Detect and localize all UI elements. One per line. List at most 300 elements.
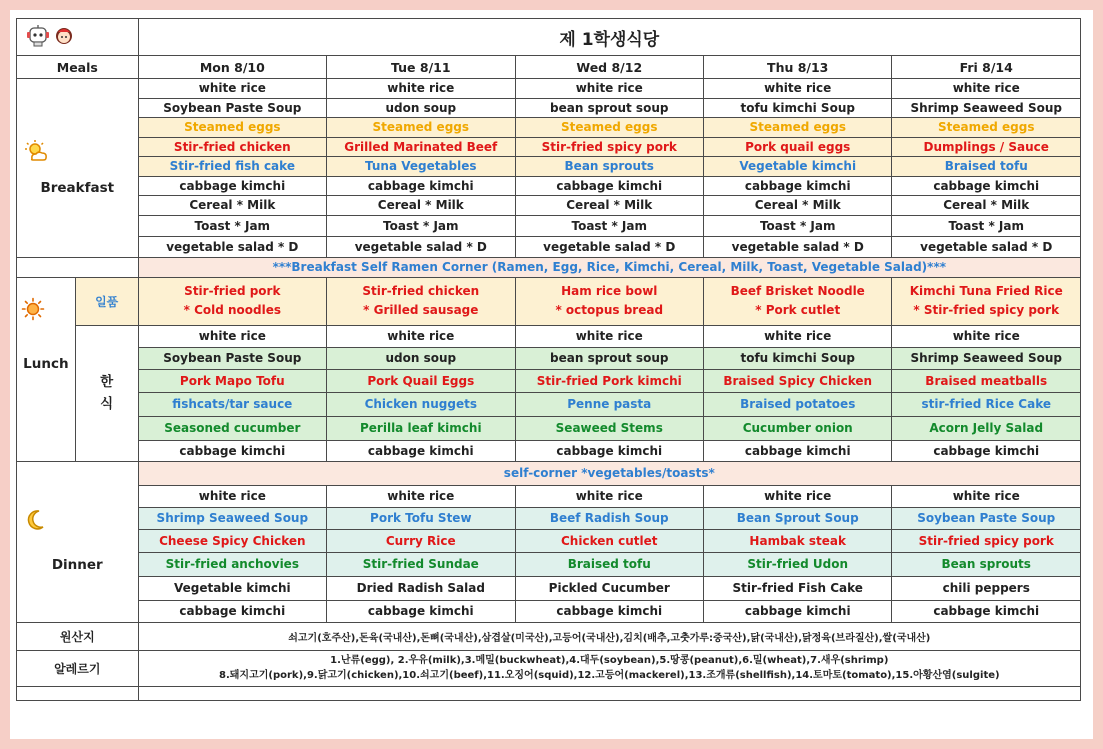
- menu-item: [892, 392, 1081, 416]
- menu-item: [892, 416, 1081, 440]
- mascot-cell: [17, 19, 139, 56]
- menu-item-text: Toast * Jam: [759, 218, 836, 233]
- menu-item-text: white rice: [952, 489, 1020, 503]
- lunch-notice: [138, 461, 1080, 485]
- day-header-text: Mon 8/10: [199, 59, 265, 75]
- lunch-row: [17, 369, 1081, 392]
- menu-item-text: Cereal * Milk: [566, 198, 653, 213]
- menu-item: [138, 529, 326, 552]
- hansik-label: [76, 371, 138, 415]
- menu-item-text: Beef Radish Soup: [549, 511, 669, 525]
- mascot-robot-icon: [25, 24, 77, 51]
- menu-item: [515, 369, 703, 392]
- menu-item-text: white rice: [387, 489, 455, 503]
- menu-item: [515, 507, 703, 529]
- menu-item: [327, 347, 515, 369]
- menu-item: [515, 325, 703, 347]
- menu-item: [892, 137, 1081, 157]
- menu-item-text: Stir-fried fish cake: [169, 159, 295, 174]
- menu-item: [327, 215, 515, 236]
- menu-item: [515, 529, 703, 552]
- meals-header-text: Meals: [56, 59, 98, 75]
- menu-item-text: white rice: [387, 329, 455, 343]
- menu-item-text: Seasoned cucumber: [164, 421, 301, 435]
- menu-item-text: Toast * Jam: [571, 218, 647, 233]
- menu-item-text: chili peppers: [942, 581, 1030, 595]
- menu-item-text: cabbage kimchi: [933, 443, 1040, 458]
- footer-left: [17, 686, 139, 700]
- footer-right: [138, 686, 1080, 700]
- menu-item: [138, 440, 326, 461]
- menu-item: [138, 215, 326, 236]
- menu-item: [515, 236, 703, 257]
- menu-item: [703, 552, 891, 576]
- menu-item-text: Bean sprouts: [941, 557, 1031, 571]
- menu-item: [703, 440, 891, 461]
- menu-item: [892, 507, 1081, 529]
- menu-item: [138, 347, 326, 369]
- menu-item-text: Pickled Cucumber: [548, 581, 670, 595]
- menu-item: [515, 600, 703, 622]
- menu-item-text: cabbage kimchi: [556, 443, 663, 458]
- menu-item: [892, 118, 1081, 138]
- menu-item-text: Shrimp Seaweed Soup: [910, 351, 1062, 365]
- breakfast-label: Breakfast: [40, 180, 115, 197]
- day-header-text: Wed 8/12: [576, 59, 643, 75]
- page-title-text: 제 1학생식당: [559, 29, 660, 50]
- menu-item-text: Seaweed Stems: [555, 421, 663, 435]
- breakfast-label-cell: [17, 79, 139, 258]
- menu-item-text: Toast * Jam: [194, 218, 271, 233]
- menu-item: [138, 157, 326, 177]
- origin-label: [17, 622, 139, 650]
- menu-item-text: Soybean Paste Soup: [917, 511, 1056, 525]
- menu-item-text: Pork Mapo Tofu: [179, 373, 285, 388]
- breakfast-row: [17, 137, 1081, 157]
- menu-item-text: Soybean Paste Soup: [163, 100, 302, 115]
- breakfast-row: [17, 157, 1081, 177]
- menu-item-text: tofu kimchi Soup: [740, 100, 855, 115]
- menu-item: [327, 196, 515, 216]
- menu-item: [892, 485, 1081, 507]
- footer-row: [17, 686, 1081, 700]
- menu-item: [892, 440, 1081, 461]
- menu-item: [327, 600, 515, 622]
- menu-item: [703, 416, 891, 440]
- menu-item: [892, 325, 1081, 347]
- menu-item-text: vegetable salad * D: [731, 239, 864, 254]
- menu-item-text: bean sprout soup: [550, 100, 669, 115]
- menu-item: [138, 118, 326, 138]
- menu-item: [515, 392, 703, 416]
- menu-item-text: Stir-fried Fish Cake: [732, 581, 863, 595]
- menu-item-text: cabbage kimchi: [367, 604, 474, 618]
- menu-item-text: Shrimp Seaweed Soup: [910, 100, 1062, 115]
- breakfast-notice-row: [17, 257, 1081, 277]
- ilpum-side: * octopus bread: [555, 303, 664, 317]
- menu-item: [138, 392, 326, 416]
- menu-item: [515, 118, 703, 138]
- lunch-row: [17, 347, 1081, 369]
- menu-item: [327, 529, 515, 552]
- origin-label-text: 원산지: [59, 629, 95, 644]
- menu-item: [138, 98, 326, 118]
- dinner-row: [17, 485, 1081, 507]
- menu-item: [327, 118, 515, 138]
- ilpum-item: [138, 277, 326, 325]
- menu-item: [703, 600, 891, 622]
- menu-item-text: cabbage kimchi: [179, 178, 286, 193]
- menu-item-text: cabbage kimchi: [744, 604, 851, 618]
- menu-item-text: Grilled Marinated Beef: [344, 139, 498, 154]
- menu-item-text: cabbage kimchi: [556, 178, 663, 193]
- menu-item: [327, 416, 515, 440]
- menu-item: [703, 576, 891, 600]
- menu-item-text: Pork quail eggs: [745, 139, 851, 154]
- menu-item: [327, 507, 515, 529]
- menu-item: [703, 196, 891, 216]
- menu-item-text: cabbage kimchi: [179, 604, 286, 618]
- lunch-notice-row: [17, 461, 1081, 485]
- menu-item-text: Cereal * Milk: [943, 198, 1030, 213]
- menu-item-text: white rice: [198, 329, 266, 343]
- menu-item: [327, 236, 515, 257]
- menu-item-text: white rice: [575, 329, 643, 343]
- menu-item: [515, 347, 703, 369]
- menu-item-text: Steamed eggs: [561, 120, 658, 135]
- menu-table: [16, 18, 1081, 701]
- menu-item: [892, 98, 1081, 118]
- dinner-row: [17, 576, 1081, 600]
- menu-item: [515, 176, 703, 196]
- menu-item: [892, 236, 1081, 257]
- menu-item-text: cabbage kimchi: [367, 443, 474, 458]
- menu-item-text: Toast * Jam: [948, 218, 1024, 233]
- menu-item: [515, 79, 703, 99]
- menu-item-text: white rice: [764, 81, 832, 96]
- menu-item: [703, 236, 891, 257]
- ilpum-item: [515, 277, 703, 325]
- spacer: [17, 461, 139, 485]
- menu-item: [892, 600, 1081, 622]
- ilpum-item: [892, 277, 1081, 325]
- menu-item-text: cabbage kimchi: [744, 178, 851, 193]
- menu-item-text: Vegetable kimchi: [739, 159, 857, 174]
- menu-item-text: Acorn Jelly Salad: [929, 421, 1044, 435]
- menu-item-text: white rice: [575, 489, 643, 503]
- breakfast-row: [17, 176, 1081, 196]
- menu-item: [515, 576, 703, 600]
- menu-item-text: white rice: [387, 81, 455, 96]
- menu-item: [703, 79, 891, 99]
- menu-item-text: Stir-fried chicken: [173, 139, 291, 154]
- menu-item: [515, 485, 703, 507]
- breakfast-row: [17, 118, 1081, 138]
- allergy-line-1: 1.난류(egg), 2.우유(milk),3.메밀(buckwheat),4.대두(soybean),5.땅콩(peanut),6.밀(wheat),7.새우(shrimp): [330, 655, 889, 666]
- lunch-row: [17, 325, 1081, 347]
- menu-item: [138, 236, 326, 257]
- menu-item-text: Cheese Spicy Chicken: [159, 533, 306, 548]
- day-header-text: Thu 8/13: [767, 59, 829, 75]
- menu-item: [327, 157, 515, 177]
- menu-item: [703, 529, 891, 552]
- title-row: [17, 19, 1081, 56]
- menu-item-text: Chicken nuggets: [364, 397, 477, 411]
- menu-item: [327, 79, 515, 99]
- menu-item-text: Stir-fried Sundae: [362, 557, 479, 571]
- allergy-row: [17, 650, 1081, 686]
- menu-item-text: tofu kimchi Soup: [740, 351, 855, 365]
- menu-item-text: cabbage kimchi: [179, 443, 286, 458]
- menu-item: [327, 98, 515, 118]
- menu-item: [138, 600, 326, 622]
- menu-item: [515, 137, 703, 157]
- menu-item-text: Curry Rice: [385, 533, 456, 548]
- lunch-row: [17, 392, 1081, 416]
- menu-item: [138, 137, 326, 157]
- menu-item: [703, 392, 891, 416]
- menu-item-text: Perilla leaf kimchi: [359, 421, 482, 435]
- menu-item: [327, 392, 515, 416]
- menu-item: [515, 552, 703, 576]
- menu-item: [703, 325, 891, 347]
- menu-item-text: bean sprout soup: [550, 351, 669, 365]
- menu-item: [892, 347, 1081, 369]
- dinner-row: [17, 529, 1081, 552]
- menu-item-text: white rice: [198, 489, 266, 503]
- menu-item-text: Stir-fried Pork kimchi: [536, 373, 682, 388]
- hansik-label-cell: [75, 325, 138, 461]
- menu-item: [892, 529, 1081, 552]
- ilpum-main: Ham rice bowl: [561, 284, 658, 298]
- menu-item: [327, 440, 515, 461]
- menu-item-text: cabbage kimchi: [367, 178, 474, 193]
- ilpum-item: [327, 277, 515, 325]
- day-header: [138, 56, 326, 79]
- allergy-label-text: 알레르기: [54, 661, 101, 676]
- dinner-label-cell: [17, 485, 139, 622]
- menu-item-text: Shrimp Seaweed Soup: [156, 511, 309, 525]
- menu-item: [327, 176, 515, 196]
- spacer: [17, 257, 139, 277]
- lunch-ilpum-row: [17, 277, 1081, 325]
- menu-item: [327, 552, 515, 576]
- menu-item: [703, 507, 891, 529]
- allergy-label: [17, 650, 139, 686]
- ilpum-main: Stir-fried pork: [184, 284, 281, 298]
- ilpum-side: * Grilled sausage: [363, 303, 479, 317]
- day-header: [515, 56, 703, 79]
- menu-item-text: white rice: [952, 329, 1020, 343]
- ilpum-side: * Cold noodles: [183, 303, 282, 317]
- menu-item-text: cabbage kimchi: [744, 443, 851, 458]
- menu-item-text: Stir-fried Udon: [747, 557, 849, 571]
- menu-item-text: vegetable salad * D: [166, 239, 299, 254]
- menu-item: [703, 157, 891, 177]
- day-header-text: Fri 8/14: [959, 59, 1013, 75]
- ilpum-main: Beef Brisket Noodle: [730, 284, 865, 298]
- menu-item-text: Steamed eggs: [937, 120, 1035, 135]
- menu-item: [327, 137, 515, 157]
- menu-item: [515, 196, 703, 216]
- menu-item-text: Cereal * Milk: [189, 198, 276, 213]
- breakfast-notice: [138, 257, 1080, 277]
- lunch-label: Lunch: [23, 355, 69, 372]
- menu-item-text: Pork Tofu Stew: [370, 511, 472, 525]
- allergy-text: [138, 650, 1080, 686]
- ilpum-main: Kimchi Tuna Fried Rice: [909, 284, 1063, 298]
- origin-text: [138, 622, 1080, 650]
- menu-item: [703, 347, 891, 369]
- menu-item-text: cabbage kimchi: [556, 604, 663, 618]
- origin-text-text: 쇠고기(호주산),돈육(국내산),돈뼈(국내산),삼겹살(미국산),고등어(국내산),김치(배추,고춧가루:중국산),닭(국내산),닭정육(브라질산),쌀(국내산): [288, 632, 931, 644]
- menu-item-text: Tuna Vegetables: [365, 159, 477, 174]
- sun-icon: [21, 297, 75, 324]
- menu-item-text: cabbage kimchi: [933, 178, 1040, 193]
- day-header-text: Tue 8/11: [391, 59, 451, 75]
- dinner-row: [17, 552, 1081, 576]
- ilpum-side: * Pork cutlet: [755, 303, 841, 317]
- menu-item: [515, 98, 703, 118]
- menu-item-text: Pork Quail Eggs: [367, 373, 475, 388]
- menu-item-text: white rice: [952, 81, 1020, 96]
- menu-item: [703, 98, 891, 118]
- menu-item-text: Cereal * Milk: [377, 198, 464, 213]
- menu-item-text: Bean Sprout Soup: [736, 511, 859, 525]
- ilpum-side: * Stir-fried spicy pork: [913, 303, 1060, 317]
- breakfast-row: [17, 215, 1081, 236]
- page-title: [138, 19, 1080, 56]
- menu-item: [138, 369, 326, 392]
- menu-item: [703, 118, 891, 138]
- menu-item: [703, 485, 891, 507]
- menu-item: [327, 325, 515, 347]
- menu-item-text: white rice: [575, 81, 643, 96]
- menu-item-text: Braised potatoes: [740, 397, 856, 411]
- menu-item-text: Stir-fried spicy pork: [918, 533, 1054, 548]
- ilpum-label-text: 일품: [95, 294, 119, 309]
- menu-item: [515, 215, 703, 236]
- menu-item-text: white rice: [764, 489, 832, 503]
- menu-item-text: Braised meatballs: [925, 373, 1048, 388]
- breakfast-row: [17, 196, 1081, 216]
- hansik-label-text: 한 식: [100, 374, 114, 412]
- menu-item-text: vegetable salad * D: [354, 239, 487, 254]
- menu-item-text: udon soup: [385, 351, 457, 365]
- menu-item: [138, 507, 326, 529]
- menu-item-text: Penne pasta: [567, 397, 652, 411]
- menu-item-text: Steamed eggs: [372, 120, 470, 135]
- menu-item-text: Braised tofu: [944, 159, 1028, 174]
- menu-item: [892, 196, 1081, 216]
- menu-item: [892, 369, 1081, 392]
- menu-item-text: Chicken cutlet: [561, 533, 658, 548]
- menu-item: [703, 137, 891, 157]
- menu-item: [892, 157, 1081, 177]
- sun-cloud-icon: [23, 139, 138, 166]
- menu-item-text: vegetable salad * D: [543, 239, 676, 254]
- menu-item-text: stir-fried Rice Cake: [921, 397, 1051, 411]
- menu-item-text: white rice: [764, 329, 832, 343]
- dinner-label: Dinner: [51, 556, 103, 573]
- menu-item-text: Hambak steak: [749, 533, 847, 548]
- menu-item: [138, 576, 326, 600]
- menu-item: [138, 196, 326, 216]
- menu-item-text: cabbage kimchi: [933, 604, 1040, 618]
- lunch-notice-text: self-corner *vegetables/toasts*: [503, 466, 715, 480]
- menu-item: [327, 485, 515, 507]
- menu-item-text: Bean sprouts: [564, 159, 654, 174]
- menu-item-text: udon soup: [385, 100, 457, 115]
- menu-item: [892, 176, 1081, 196]
- breakfast-row: [17, 236, 1081, 257]
- menu-item: [138, 176, 326, 196]
- menu-item-text: Dried Radish Salad: [356, 581, 485, 595]
- meals-header: [17, 56, 139, 79]
- menu-item-text: Toast * Jam: [383, 218, 459, 233]
- lunch-label-cell: [17, 277, 76, 461]
- menu-item: [515, 157, 703, 177]
- dinner-row: [17, 600, 1081, 622]
- menu-item: [138, 325, 326, 347]
- menu-item: [892, 215, 1081, 236]
- day-header: [703, 56, 891, 79]
- breakfast-notice-text: ***Breakfast Self Ramen Corner (Ramen, Egg, Rice, Kimchi, Cereal, Milk, Toast, Vegetable Salad)***: [272, 260, 946, 274]
- ilpum-main: Stir-fried chicken: [362, 284, 480, 298]
- menu-item-text: Cucumber onion: [742, 421, 853, 435]
- menu-item: [515, 440, 703, 461]
- ilpum-label: [75, 277, 138, 325]
- menu-item: [327, 369, 515, 392]
- menu-item: [515, 416, 703, 440]
- menu-item: [327, 576, 515, 600]
- menu-item: [138, 79, 326, 99]
- moon-icon: [25, 508, 138, 535]
- origin-row: [17, 622, 1081, 650]
- header-row: [17, 56, 1081, 79]
- lunch-row: [17, 416, 1081, 440]
- menu-item-text: Braised Spicy Chicken: [723, 373, 873, 388]
- day-header: [892, 56, 1081, 79]
- menu-item: [138, 485, 326, 507]
- dinner-row: [17, 507, 1081, 529]
- menu-item: [892, 552, 1081, 576]
- ilpum-item: [703, 277, 891, 325]
- menu-item: [138, 552, 326, 576]
- menu-item: [703, 215, 891, 236]
- menu-item-text: Soybean Paste Soup: [163, 351, 302, 365]
- menu-item-text: Vegetable kimchi: [173, 581, 291, 595]
- menu-item-text: Steamed eggs: [749, 120, 846, 135]
- menu-item-text: white rice: [198, 81, 266, 96]
- menu-item: [892, 576, 1081, 600]
- menu-item-text: Stir-fried anchovies: [165, 557, 299, 571]
- menu-item: [138, 416, 326, 440]
- breakfast-row: [17, 98, 1081, 118]
- menu-item: [703, 369, 891, 392]
- menu-item-text: fishcats/tar sauce: [172, 397, 293, 411]
- menu-item-text: vegetable salad * D: [920, 239, 1053, 254]
- menu-item-text: Dumplings / Sauce: [923, 139, 1049, 154]
- menu-item: [703, 176, 891, 196]
- menu-item-text: Steamed eggs: [184, 120, 281, 135]
- menu-item-text: Cereal * Milk: [754, 198, 841, 213]
- day-header: [327, 56, 515, 79]
- menu-item-text: Stir-fried spicy pork: [541, 139, 677, 154]
- lunch-row: [17, 440, 1081, 461]
- breakfast-row: [17, 79, 1081, 99]
- menu-item: [892, 79, 1081, 99]
